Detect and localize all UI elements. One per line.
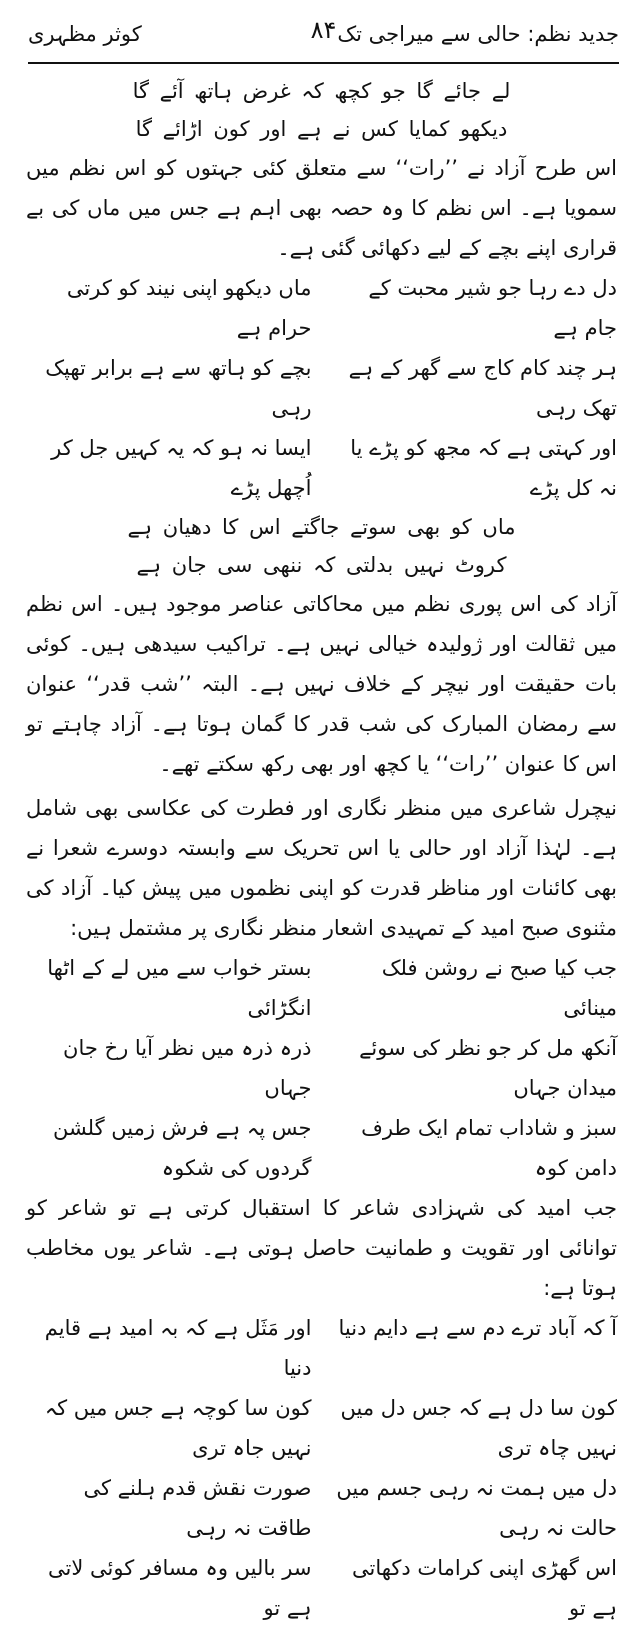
misra-first: دل میں ہمت نہ رہی جسم میں حالت نہ رہی xyxy=(336,1476,617,1540)
misra-first: آنکھ مل کر جو نظر کی سوئے میدان جہاں xyxy=(359,1036,617,1100)
couplet xyxy=(26,428,617,508)
misra-first: ہر چند کام کاج سے گھر کے ہے تھک رہی xyxy=(348,356,617,420)
misra-second: سر بالیں وہ مسافر کوئی لاتی ہے تو xyxy=(48,1556,312,1620)
verse-line: کروٹ نہیں بدلتی کہ ننھی سی جان ہے xyxy=(136,553,507,577)
page-header xyxy=(28,6,619,64)
verse-line: لے جائے گا جو کچھ کہ غرض ہاتھ آئے گا xyxy=(132,79,511,103)
author-name: کوثر مظہری xyxy=(28,22,142,46)
paragraph: اس طرح آزاد نے ’’رات‘‘ سے متعلق کئی جہتوں کو اس نظم میں سمویا ہے۔ اس نظم کا وہ حصہ بھی اہم ہے جس میں ماں کی بے قراری اپنے بچے کے لیے دکھائی گئی ہے۔ xyxy=(26,156,617,260)
misra-first: دل دے رہا جو شیر محبت کے جام ہے xyxy=(368,276,617,340)
misra-second: صورت نقش قدم ہلنے کی طاقت نہ رہی xyxy=(83,1476,312,1540)
misra-second: بچے کو ہاتھ سے ہے برابر تھپک رہی xyxy=(45,356,312,420)
couplet xyxy=(26,1468,617,1548)
paragraph: نیچرل شاعری میں منظر نگاری اور فطرت کی عکاسی بھی شامل ہے۔ لہٰذا آزاد اور حالی یا اس تحریک سے وابستہ دوسرے شعرا نے بھی کائنات اور مناظر قدرت کو اپنی نظموں میں پیش کیا۔ آزاد کی مثنوی صبح امید کے تمہیدی اشعار منظر نگاری پر مشتمل ہیں: xyxy=(26,796,617,940)
misra-second: جس پہ ہے فرش زمیں گلشن گردوں کی شکوہ xyxy=(52,1116,312,1180)
misra-second: ایسا نہ ہو کہ یہ کہیں جل کر اُچھل پڑے xyxy=(51,436,312,500)
misra-second: ذرہ ذرہ میں نظر آیا رخ جان جہاں xyxy=(63,1036,312,1100)
couplet xyxy=(26,1388,617,1468)
couplet xyxy=(26,1308,617,1388)
couplet xyxy=(26,268,617,348)
couplet xyxy=(26,948,617,1028)
misra-first: آ کہ آباد ترے دم سے ہے دایم دنیا xyxy=(338,1316,617,1340)
couplet xyxy=(26,1548,617,1628)
misra-second: ماں دیکھو اپنی نیند کو کرتی حرام ہے xyxy=(66,276,312,340)
misra-second: اور مَثَل ہے کہ بہ امید ہے قایم دنیا xyxy=(44,1316,312,1380)
misra-first: سبز و شاداب تمام ایک طرف دامن کوہ xyxy=(361,1116,617,1180)
verse-line: دیکھو کمایا کس نے ہے اور کون اڑائے گا xyxy=(135,117,508,141)
page-number: ۸۴ xyxy=(310,16,337,44)
misra-second: بستر خواب سے میں لے کے اٹھا انگڑائی xyxy=(47,956,312,1020)
paragraph: آزاد کی اس پوری نظم میں محاکاتی عناصر موجود ہیں۔ اس نظم میں ثقالت اور ژولیدہ خیالی نہیں ہے۔ تراکیب سیدھی ہیں۔ کوئی بات حقیقت اور نیچر کے خلاف نہیں ہے۔ البتہ ’’شب قدر‘‘ عنوان سے رمضان المبارک کی شب قدر کا گمان ہوتا ہے۔ آزاد چاہتے تو اس کا عنوان ’’رات‘‘ یا کچھ اور بھی رکھ سکتے تھے۔ xyxy=(26,592,617,776)
paragraph: جب امید کی شہزادی شاعر کا استقبال کرتی ہے تو شاعر کو توانائی اور تقویت و طمانیت حاصل ہوتی ہے۔ شاعر یوں مخاطب ہوتا ہے: xyxy=(26,1196,617,1300)
page-body xyxy=(26,72,617,1628)
running-title: جدید نظم: حالی سے میراجی تک xyxy=(337,22,619,46)
misra-first: جب کیا صبح نے روشن فلک مینائی xyxy=(381,956,617,1020)
couplet xyxy=(26,1028,617,1108)
couplet xyxy=(26,348,617,428)
misra-first: اور کہتی ہے کہ مجھ کو پڑے یا نہ کل پڑے xyxy=(350,436,617,500)
couplet xyxy=(26,1108,617,1188)
misra-first: کون سا دل ہے کہ جس دل میں نہیں چاہ تری xyxy=(340,1396,617,1460)
misra-first: اس گھڑی اپنی کرامات دکھاتی ہے تو xyxy=(351,1556,617,1620)
verse-line: ماں کو بھی سوتے جاگتے اس کا دھیان ہے xyxy=(127,515,516,539)
misra-second: کون سا کوچہ ہے جس میں کہ نہیں جاہ تری xyxy=(44,1396,312,1460)
